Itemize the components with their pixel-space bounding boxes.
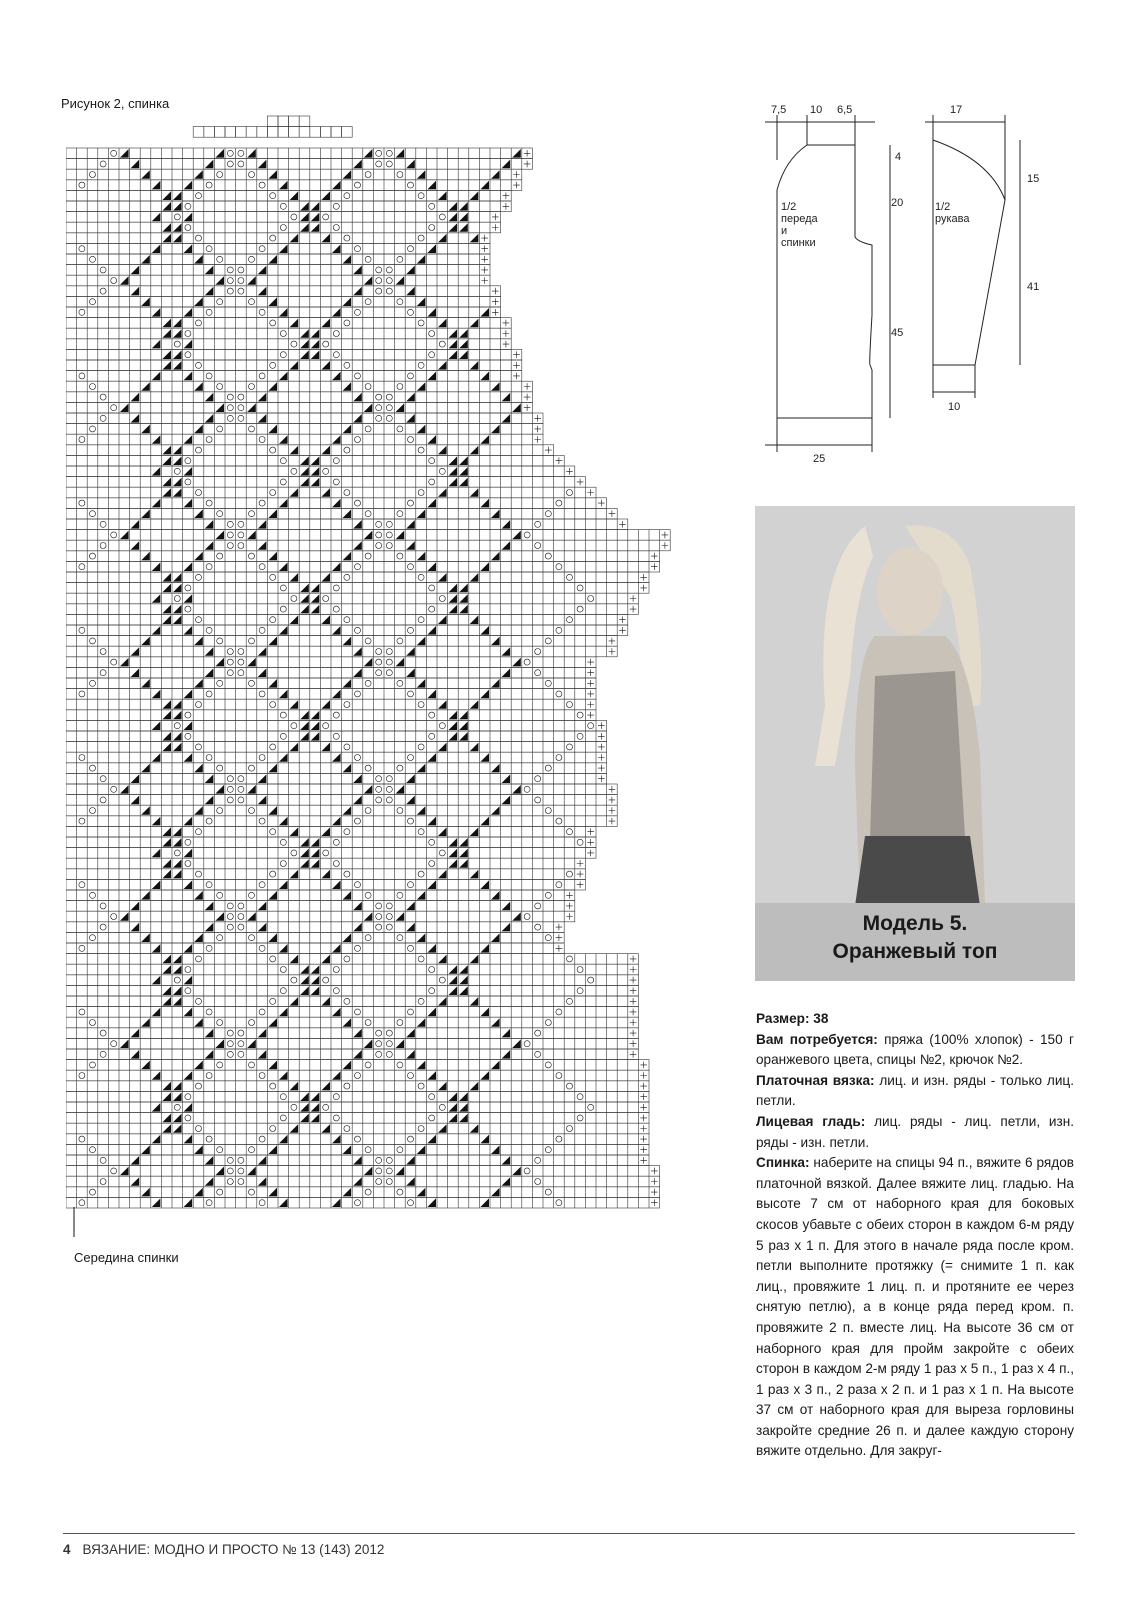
- materials-paragraph: [756, 1030, 1074, 1071]
- model-silhouette: [755, 506, 1075, 906]
- garter-paragraph: [756, 1071, 1074, 1112]
- stockinette-paragraph: [756, 1112, 1074, 1153]
- sleeve-label-2: рукава: [935, 213, 970, 225]
- dim-shoulder-a: 7,5: [771, 104, 787, 116]
- photo-caption: [755, 903, 1075, 981]
- body-label-2: переда: [781, 213, 818, 225]
- dim-body-45: 45: [891, 327, 904, 339]
- materials-value: пряжа (100% хлопок) - 150 г оранжевого цвета, спицы №2, крючок №2.: [756, 1031, 1074, 1068]
- body-label-4: спинки: [781, 237, 816, 249]
- body-outline: [777, 145, 872, 418]
- dim-body-4: 4: [895, 151, 902, 163]
- back-value: наберите на спицы 94 п., вяжите 6 рядов платочной вязкой. Далее вяжите лиц. гладью. На высоте 7 см от наборного края для боковых скосов убавьте с обеих сторон в каждом 6-м ряду 5 раз х 1 п. Для этого в начале ряда после кром. петли выполните протяжку (= снимите 1 п. как лиц., провяжите 1 лиц. п. и протяните ее через снятую петлю), а в конце ряда перед кром. п. провяжите 2 п. вместе лиц. На высоте 36 см от наборного края для пройм закройте с обеих сторон в каждом 2-м ряду 1 раз х 5 п., 1 раз х 4 п., 1 раз х 3 п., 2 раза х 2 п. и 1 раз х 1 п. На высоте 37 см от наборного края для выреза горловины закройте средние 26 п. и далее каждую сторону вяжите отдельно. Для закруг-: [756, 1155, 1074, 1459]
- garter-value: лиц. и изн. ряды - только лиц. петли.: [756, 1072, 1074, 1109]
- model-photo: [755, 506, 1075, 981]
- size-value: 38: [813, 1011, 829, 1026]
- body-label-3: и: [781, 225, 788, 237]
- footer-divider: [63, 1533, 1075, 1534]
- dim-sleeve-41: 41: [1027, 281, 1040, 293]
- dim-body-bottom: 25: [813, 453, 826, 465]
- dim-sleeve-top: 17: [950, 104, 963, 116]
- materials-label: Вам потребуется:: [756, 1031, 878, 1047]
- sleeve-outline: [933, 140, 1005, 365]
- dim-sleeve-15: 15: [1027, 173, 1040, 185]
- stockinette-label: Лицевая гладь:: [756, 1113, 866, 1129]
- size-label: Размер:: [756, 1011, 810, 1026]
- back-label: Спинка:: [756, 1155, 810, 1171]
- stockinette-value: лиц. ряды - лиц. петли, изн. ряды - изн. петли.: [756, 1113, 1074, 1150]
- dim-shoulder-b: 10: [810, 104, 823, 116]
- dim-shoulder-c: 6,5: [837, 104, 853, 116]
- chart-title: Рисунок 2, спинка: [61, 96, 170, 111]
- page-number: 4: [63, 1542, 71, 1557]
- size-paragraph: [756, 1009, 1074, 1030]
- magazine-title: ВЯЗАНИЕ: МОДНО И ПРОСТО № 13 (143) 2012: [82, 1542, 385, 1557]
- model-number: Модель 5.: [862, 912, 968, 935]
- knitting-chart: [66, 112, 706, 1252]
- garter-label: Платочная вязка:: [756, 1072, 875, 1088]
- dim-body-20: 20: [891, 197, 904, 209]
- sleeve-label-1: 1/2: [935, 201, 951, 213]
- dim-sleeve-bottom: 10: [948, 401, 961, 413]
- instructions: [756, 1009, 1074, 1462]
- chart-caption: Середина спинки: [74, 1250, 179, 1265]
- body-label-1: 1/2: [781, 201, 797, 213]
- page-footer: [63, 1542, 384, 1557]
- model-title: Оранжевый топ: [832, 940, 998, 963]
- back-paragraph: [756, 1153, 1074, 1462]
- pattern-schematic: [765, 100, 1075, 480]
